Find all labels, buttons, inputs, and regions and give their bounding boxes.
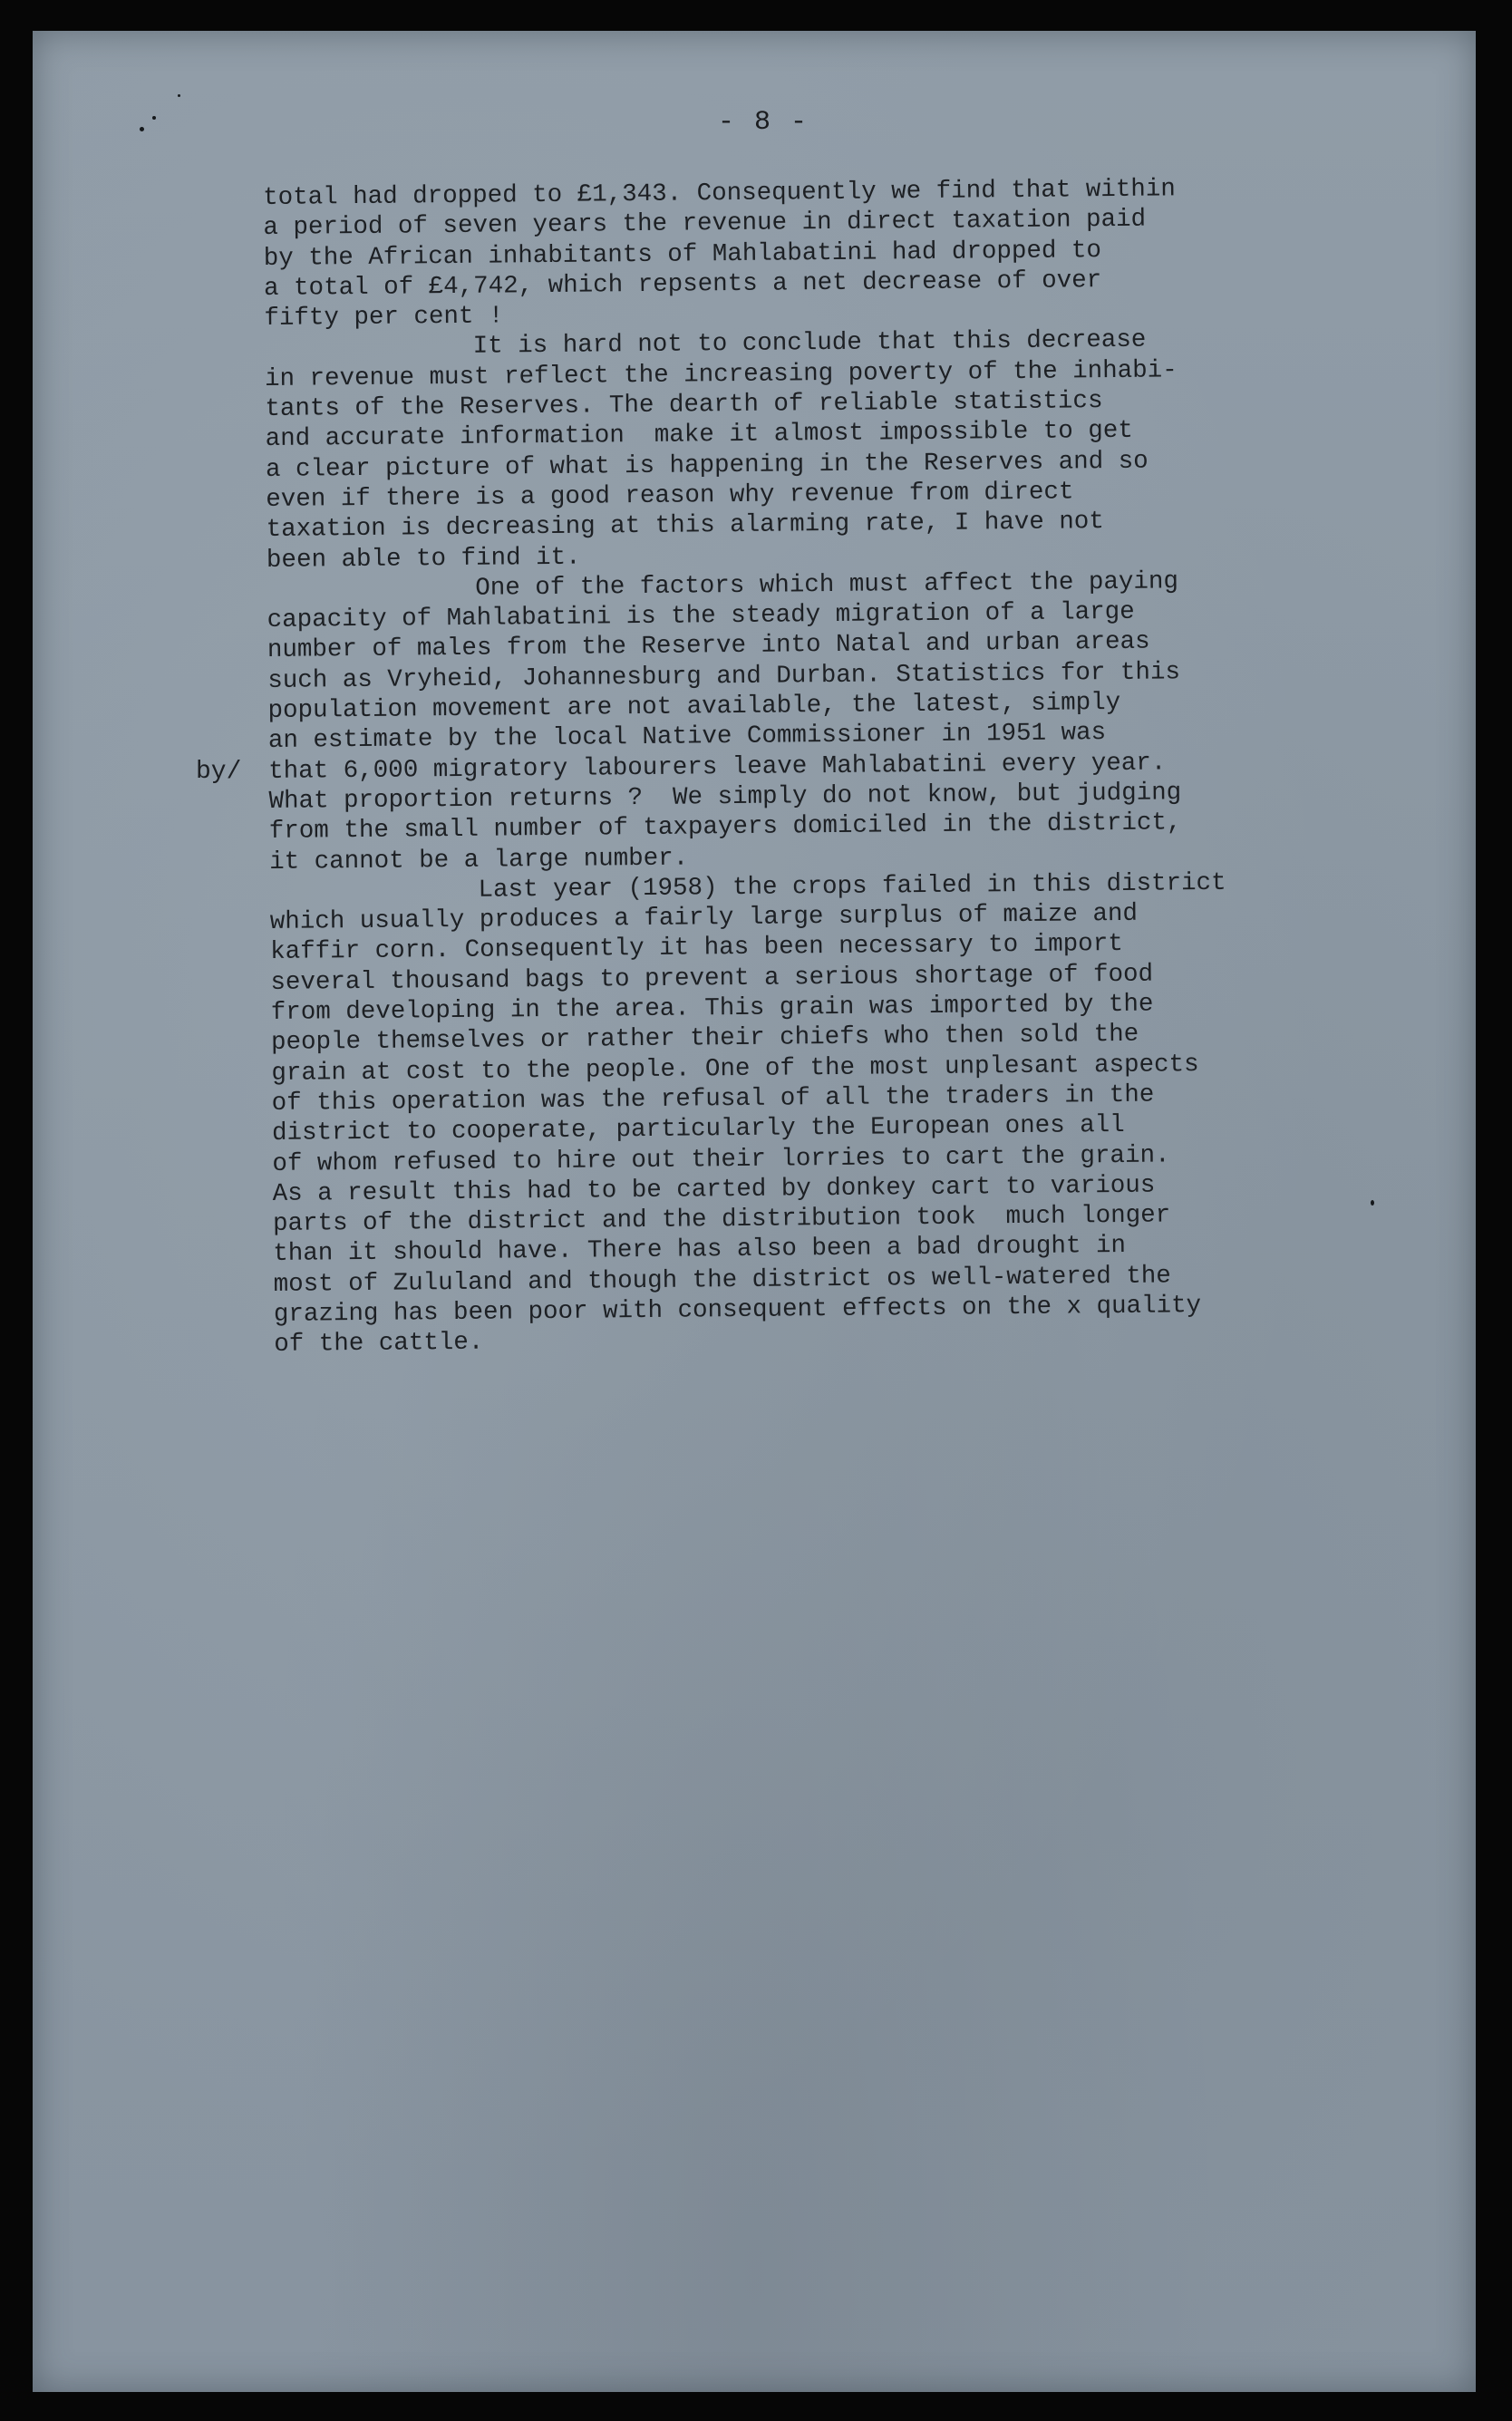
text-line: from the small number of taxpayers domiciled in the district, [268,809,1182,847]
text-line: that 6,000 migratory labourers leave Mahlabatini every year. [268,749,1167,786]
text-line: than it should have. There has also been a bad drought in [273,1232,1127,1269]
text-line: been able to find it. [266,543,581,575]
page-number: - 8 - [717,107,809,138]
text-line: people themselves or rather their chiefs who then sold the [270,1021,1139,1058]
text-line: of the cattle. [274,1329,484,1360]
text-line: even if there is a good reason why revenue from direct [266,478,1074,514]
text-line: One of the factors which must affect the paying [475,567,1179,603]
typed-page [33,31,1476,2392]
text-line: grain at cost to the people. One of the most unplesant aspects [271,1050,1199,1088]
text-line: district to cooperate, particularly the European ones all [271,1111,1125,1148]
text-line: kaffir corn. Consequently it has been necessary to import [270,930,1123,967]
ink-speck [178,94,180,97]
text-line: fifty per cent ! [264,302,504,334]
text-line: in revenue must reflect the increasing poverty of the inhabi- [264,356,1178,393]
text-line: which usually produces a fairly large surplus of maize and [269,899,1139,937]
text-line: a total of £4,742, which repsents a net decrease of over [263,266,1102,303]
text-line: It is hard not to conclude that this decrease [472,326,1147,362]
text-line: of whom refused to hire out their lorries to cart the grain. [272,1140,1170,1178]
text-line: grazing has been poor with consequent effects on the x quality [273,1292,1202,1329]
text-line: of this operation was the refusal of all the traders in the [271,1080,1155,1118]
text-line: taxation is decreasing at this alarming rate, I have not [266,508,1104,545]
margin-note: by/ [196,758,242,786]
ink-speck [1371,1200,1374,1206]
text-line: most of Zululand and though the district os well-watered the [273,1262,1171,1299]
text-line: capacity of Mahlabatini is the steady migration of a large [267,597,1135,635]
text-line: an estimate by the local Native Commissioner in 1951 was [267,719,1107,756]
text-line: from developing in the area. This grain was imported by the [270,990,1154,1027]
ink-speck [152,116,156,120]
body-text [263,172,1416,1361]
text-line: tants of the Reserves. The dearth of reliable statistics [265,387,1103,424]
text-line: What proportion returns ? We simply do not know, but judging [268,779,1182,816]
text-line: As a result this had to be carted by donkey cart to various [272,1171,1156,1208]
text-line: parts of the district and the distribution took much longer [272,1201,1171,1239]
text-line: it cannot be a large number. [269,844,689,876]
text-line: by the African inhabitants of Mahlabatini had dropped to [263,236,1102,273]
text-line: several thousand bags to prevent a serious shortage of food [270,960,1154,997]
text-line: and accurate information make it almost impossible to get [265,417,1133,454]
ink-speck [140,127,144,131]
text-line: number of males from the Reserve into Natal and urban areas [267,628,1150,665]
text-line: population movement are not available, the latest, simply [267,688,1121,726]
text-line: such as Vryheid, Johannesburg and Durban. Statistics for this [267,658,1181,695]
text-line: a period of seven years the revenue in direct taxation paid [263,205,1147,243]
text-line: a clear picture of what is happening in the Reserves and so [265,447,1149,484]
text-line: total had dropped to £1,343. Consequently we find that within [263,175,1176,212]
text-line: Last year (1958) the crops failed in this district [478,868,1226,905]
